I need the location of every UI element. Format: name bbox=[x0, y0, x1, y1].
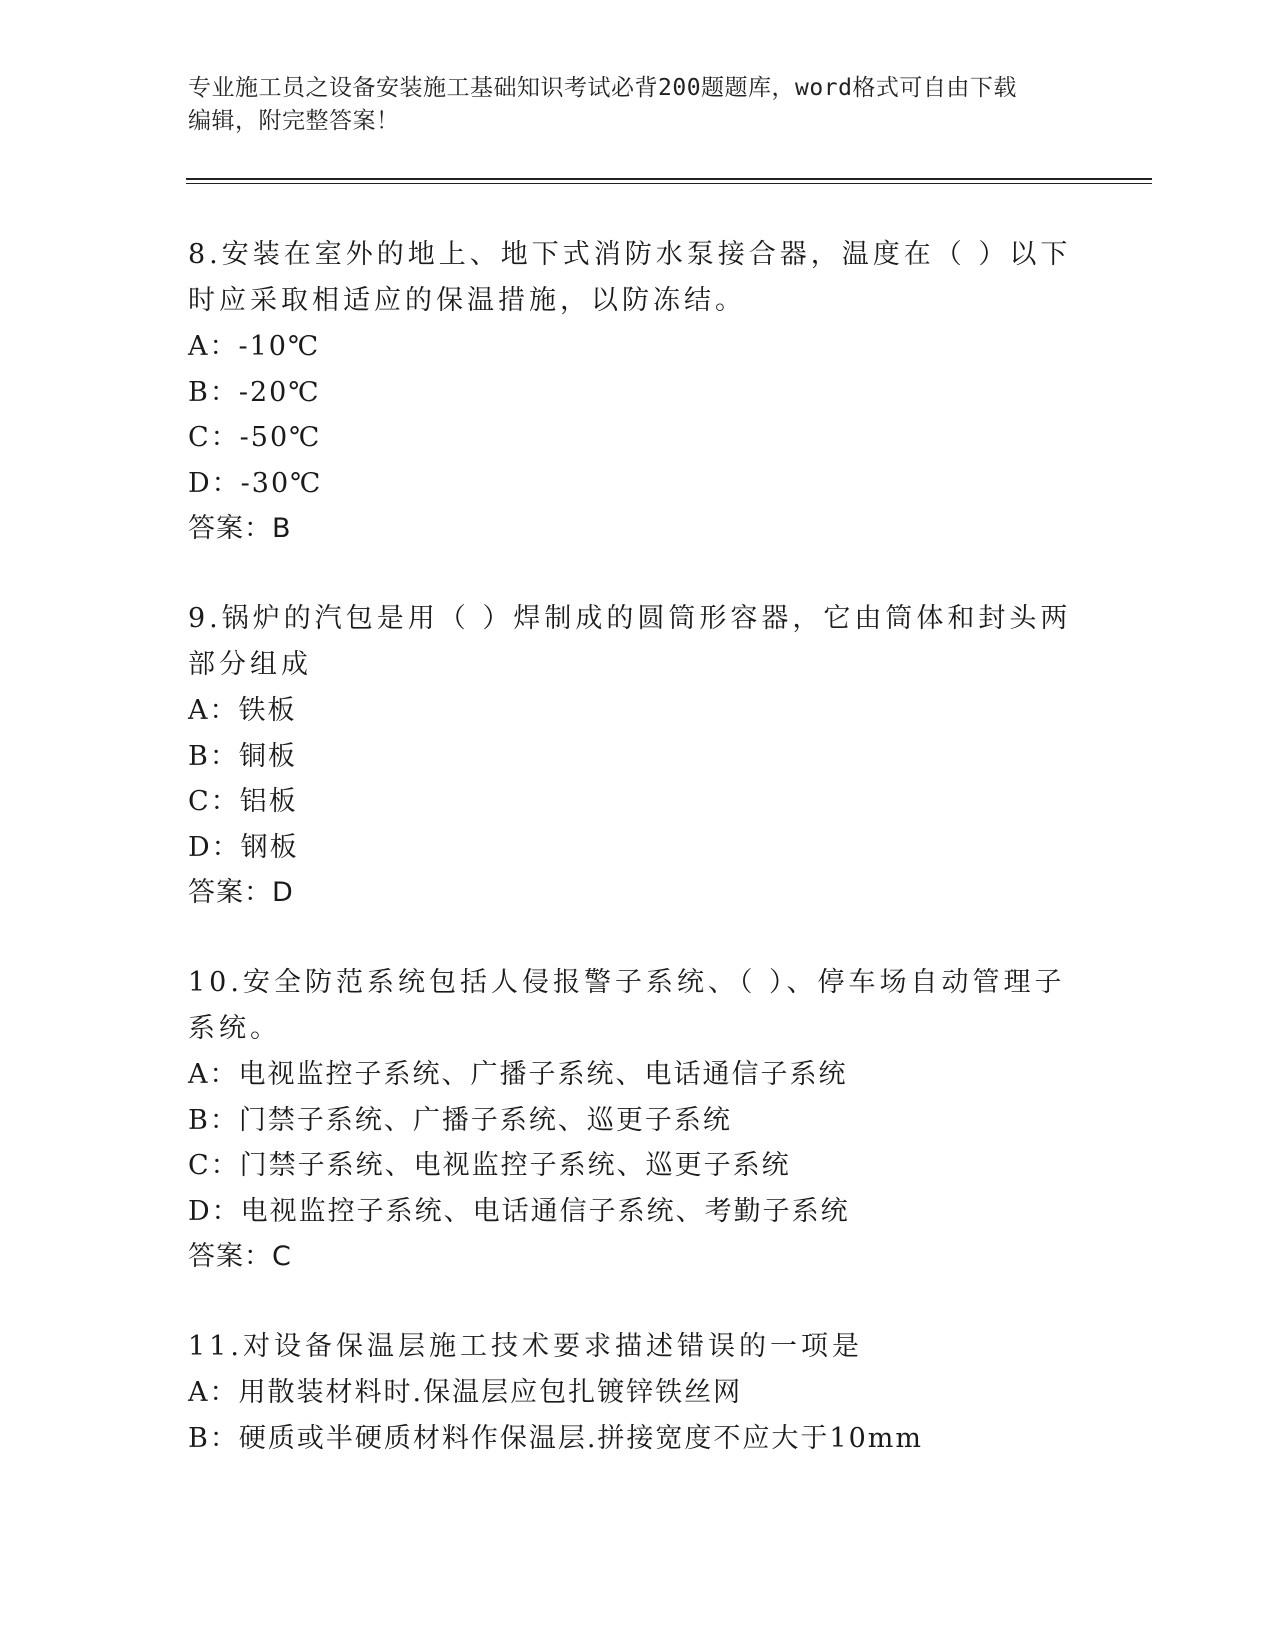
question-option: A：铁板 bbox=[188, 695, 297, 726]
question-option: A：用散装材料时.保温层应包扎镀锌铁丝网 bbox=[188, 1377, 743, 1408]
header-divider-thick bbox=[186, 178, 1152, 180]
question-stem: 9.锅炉的汽包是用（ ）焊制成的圆筒形容器，它由筒体和封头两部分组成 bbox=[188, 603, 1072, 680]
question-block bbox=[188, 960, 1088, 1280]
question-option: B：铜板 bbox=[188, 740, 297, 772]
header-line-1: 专业施工员之设备安装施工基础知识考试必背200题题库，word格式可自由下载 bbox=[188, 75, 1017, 101]
header-divider-thin bbox=[186, 183, 1152, 184]
question-option: B：硬质或半硬质材料作保温层.拼接宽度不应大于10mm bbox=[188, 1422, 923, 1454]
question-answer bbox=[188, 1234, 1088, 1280]
question-list bbox=[188, 232, 1088, 1505]
question-stem: 11.对设备保温层施工技术要求描述错误的一项是 bbox=[188, 1331, 863, 1362]
question-option: D：电视监控子系统、电话通信子系统、考勤子系统 bbox=[188, 1195, 850, 1227]
question-block bbox=[188, 1324, 1088, 1461]
answer-value: D bbox=[272, 877, 294, 908]
question-option: C：-50℃ bbox=[188, 422, 322, 453]
question-block bbox=[188, 232, 1088, 552]
header-line-2: 编辑，附完整答案！ bbox=[188, 108, 400, 134]
question-option: A：-10℃ bbox=[188, 331, 321, 362]
question-stem: 8.安装在室外的地上、地下式消防水泵接合器，温度在（ ）以下时应采取相适应的保温措施，以防冻结。 bbox=[188, 239, 1072, 316]
document-header bbox=[188, 72, 1068, 138]
question-option: D：-30℃ bbox=[188, 467, 323, 499]
question-answer bbox=[188, 506, 1088, 552]
answer-label: 答案： bbox=[188, 1241, 272, 1272]
question-option: C：铝板 bbox=[188, 786, 298, 817]
question-stem: 10.安全防范系统包括人侵报警子系统、（ ）、停车场自动管理子系统。 bbox=[188, 967, 1066, 1044]
question-option: D：钢板 bbox=[188, 831, 299, 863]
question-option: B：门禁子系统、广播子系统、巡更子系统 bbox=[188, 1104, 732, 1136]
answer-label: 答案： bbox=[188, 877, 272, 908]
question-option: B：-20℃ bbox=[188, 376, 321, 408]
answer-label: 答案： bbox=[188, 513, 272, 544]
answer-value: B bbox=[272, 513, 292, 544]
question-answer bbox=[188, 870, 1088, 916]
question-option: C：门禁子系统、电视监控子系统、巡更子系统 bbox=[188, 1150, 791, 1181]
question-option: A：电视监控子系统、广播子系统、电话通信子系统 bbox=[188, 1059, 848, 1090]
answer-value: C bbox=[272, 1241, 292, 1272]
question-block bbox=[188, 596, 1088, 916]
